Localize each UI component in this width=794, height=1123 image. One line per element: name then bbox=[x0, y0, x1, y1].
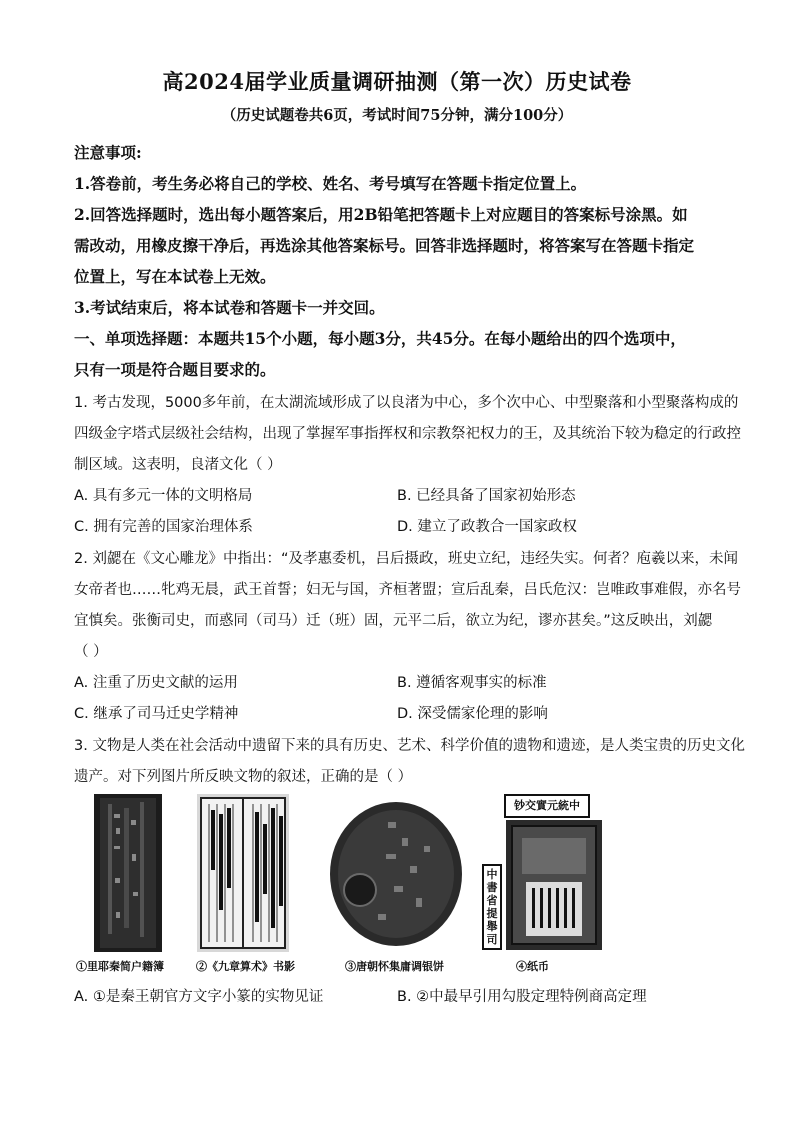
question-1-line-2: 四级金字塔式层级社会结构，出现了掌握军事指挥权和宗教祭祀权力的王，及其统治下较为稳定的行政控 bbox=[74, 426, 741, 442]
question-3-line-1: 3. 文物是人类在社会活动中遗留下来的具有历史、艺术、科学价值的遗物和遗迹，是人类宝贵的历史文化 bbox=[74, 738, 745, 754]
figure-3-caption: ③唐朝怀集庸调银饼 bbox=[345, 960, 444, 973]
question-2-line-3: 宜慎矣。张衡司史，而惑同（司马）迁（班）固，元平二后，欲立为纪，谬亦甚矣。”这反映出，刘勰 bbox=[74, 613, 713, 629]
section-heading-line-2: 只有一项是符合题目要求的。 bbox=[74, 360, 276, 379]
banknote-top-label: 钞交實元統中 bbox=[504, 794, 590, 818]
question-1-line-3: 制区域。这表明，良渚文化（ ） bbox=[74, 457, 282, 473]
tang-silver-cake-image bbox=[328, 794, 464, 952]
question-3-line-2: 遗产。对下列图片所反映文物的叙述，正确的是（ ） bbox=[74, 769, 413, 785]
notice-item-2-line-1: 2.回答选择题时，选出每小题答案后，用2B铅笔把答题卡上对应题目的答案标号涂黑。如 bbox=[74, 205, 688, 224]
notice-item-1: 1.答卷前，考生务必将自己的学校、姓名、考号填写在答题卡指定位置上。 bbox=[74, 174, 587, 193]
question-2-option-a: A. 注重了历史文献的运用 bbox=[74, 675, 238, 691]
question-2-option-d: D. 深受儒家伦理的影响 bbox=[397, 706, 548, 722]
notice-item-2-line-3: 位置上，写在本试卷上无效。 bbox=[74, 267, 276, 286]
question-1-option-a: A. 具有多元一体的文明格局 bbox=[74, 488, 253, 504]
question-2-option-b: B. 遵循客观事实的标准 bbox=[397, 675, 547, 691]
question-3-option-b: B. ②中最早引用勾股定理特例商高定理 bbox=[397, 989, 647, 1005]
question-2-line-2: 女帝者也……牝鸡无晨，武王首誓；妇无与国，齐桓著盟；宣后乱秦，吕氏危汉：岂唯政事难假，亦名号 bbox=[74, 582, 741, 598]
question-1-option-b: B. 已经具备了国家初始形态 bbox=[397, 488, 576, 504]
page-subtitle: （历史试题卷共6页，考试时间75分钟，满分100分） bbox=[221, 107, 573, 124]
qin-bamboo-slip-image bbox=[94, 794, 162, 952]
question-2-line-1: 2. 刘勰在《文心雕龙》中指出：“及孝惠委机，吕后摄政，班史立纪，违经失实。何者？庖羲以来，未闻 bbox=[74, 551, 738, 567]
question-1-option-d: D. 建立了政教合一国家政权 bbox=[397, 519, 577, 535]
question-2-option-c: C. 继承了司马迁史学精神 bbox=[74, 706, 239, 722]
banknote-body bbox=[506, 820, 602, 950]
notice-item-3: 3.考试结束后，将本试卷和答题卡一并交回。 bbox=[74, 298, 385, 317]
question-2-line-4: （ ） bbox=[74, 644, 108, 660]
question-1-option-c: C. 拥有完善的国家治理体系 bbox=[74, 519, 253, 535]
figure-4-caption: ④纸币 bbox=[516, 960, 549, 973]
page-title: 高2024届学业质量调研抽测（第一次）历史试卷 bbox=[162, 69, 632, 94]
paper-banknote-image bbox=[482, 794, 604, 952]
figure-2-caption: ②《九章算术》书影 bbox=[196, 960, 295, 973]
question-1-line-1: 1. 考古发现，5000多年前，在太湖流域形成了以良渚为中心，多个次中心、中型聚落和小型聚落构成的 bbox=[74, 395, 739, 411]
figure-1-caption: ①里耶秦简户籍簿 bbox=[76, 960, 164, 973]
jiuzhang-suanshu-book-image bbox=[197, 794, 289, 952]
banknote-side-label: 中書省提舉司 bbox=[482, 864, 502, 950]
notice-item-2-line-2: 需改动，用橡皮擦干净后，再选涂其他答案标号。回答非选择题时，将答案写在答题卡指定 bbox=[74, 236, 695, 255]
question-3-option-a: A. ①是秦王朝官方文字小篆的实物见证 bbox=[74, 989, 324, 1005]
notice-heading: 注意事项: bbox=[74, 143, 142, 162]
section-heading-line-1: 一、单项选择题：本题共15个小题，每小题3分，共45分。在每小题给出的四个选项中， bbox=[74, 329, 686, 348]
